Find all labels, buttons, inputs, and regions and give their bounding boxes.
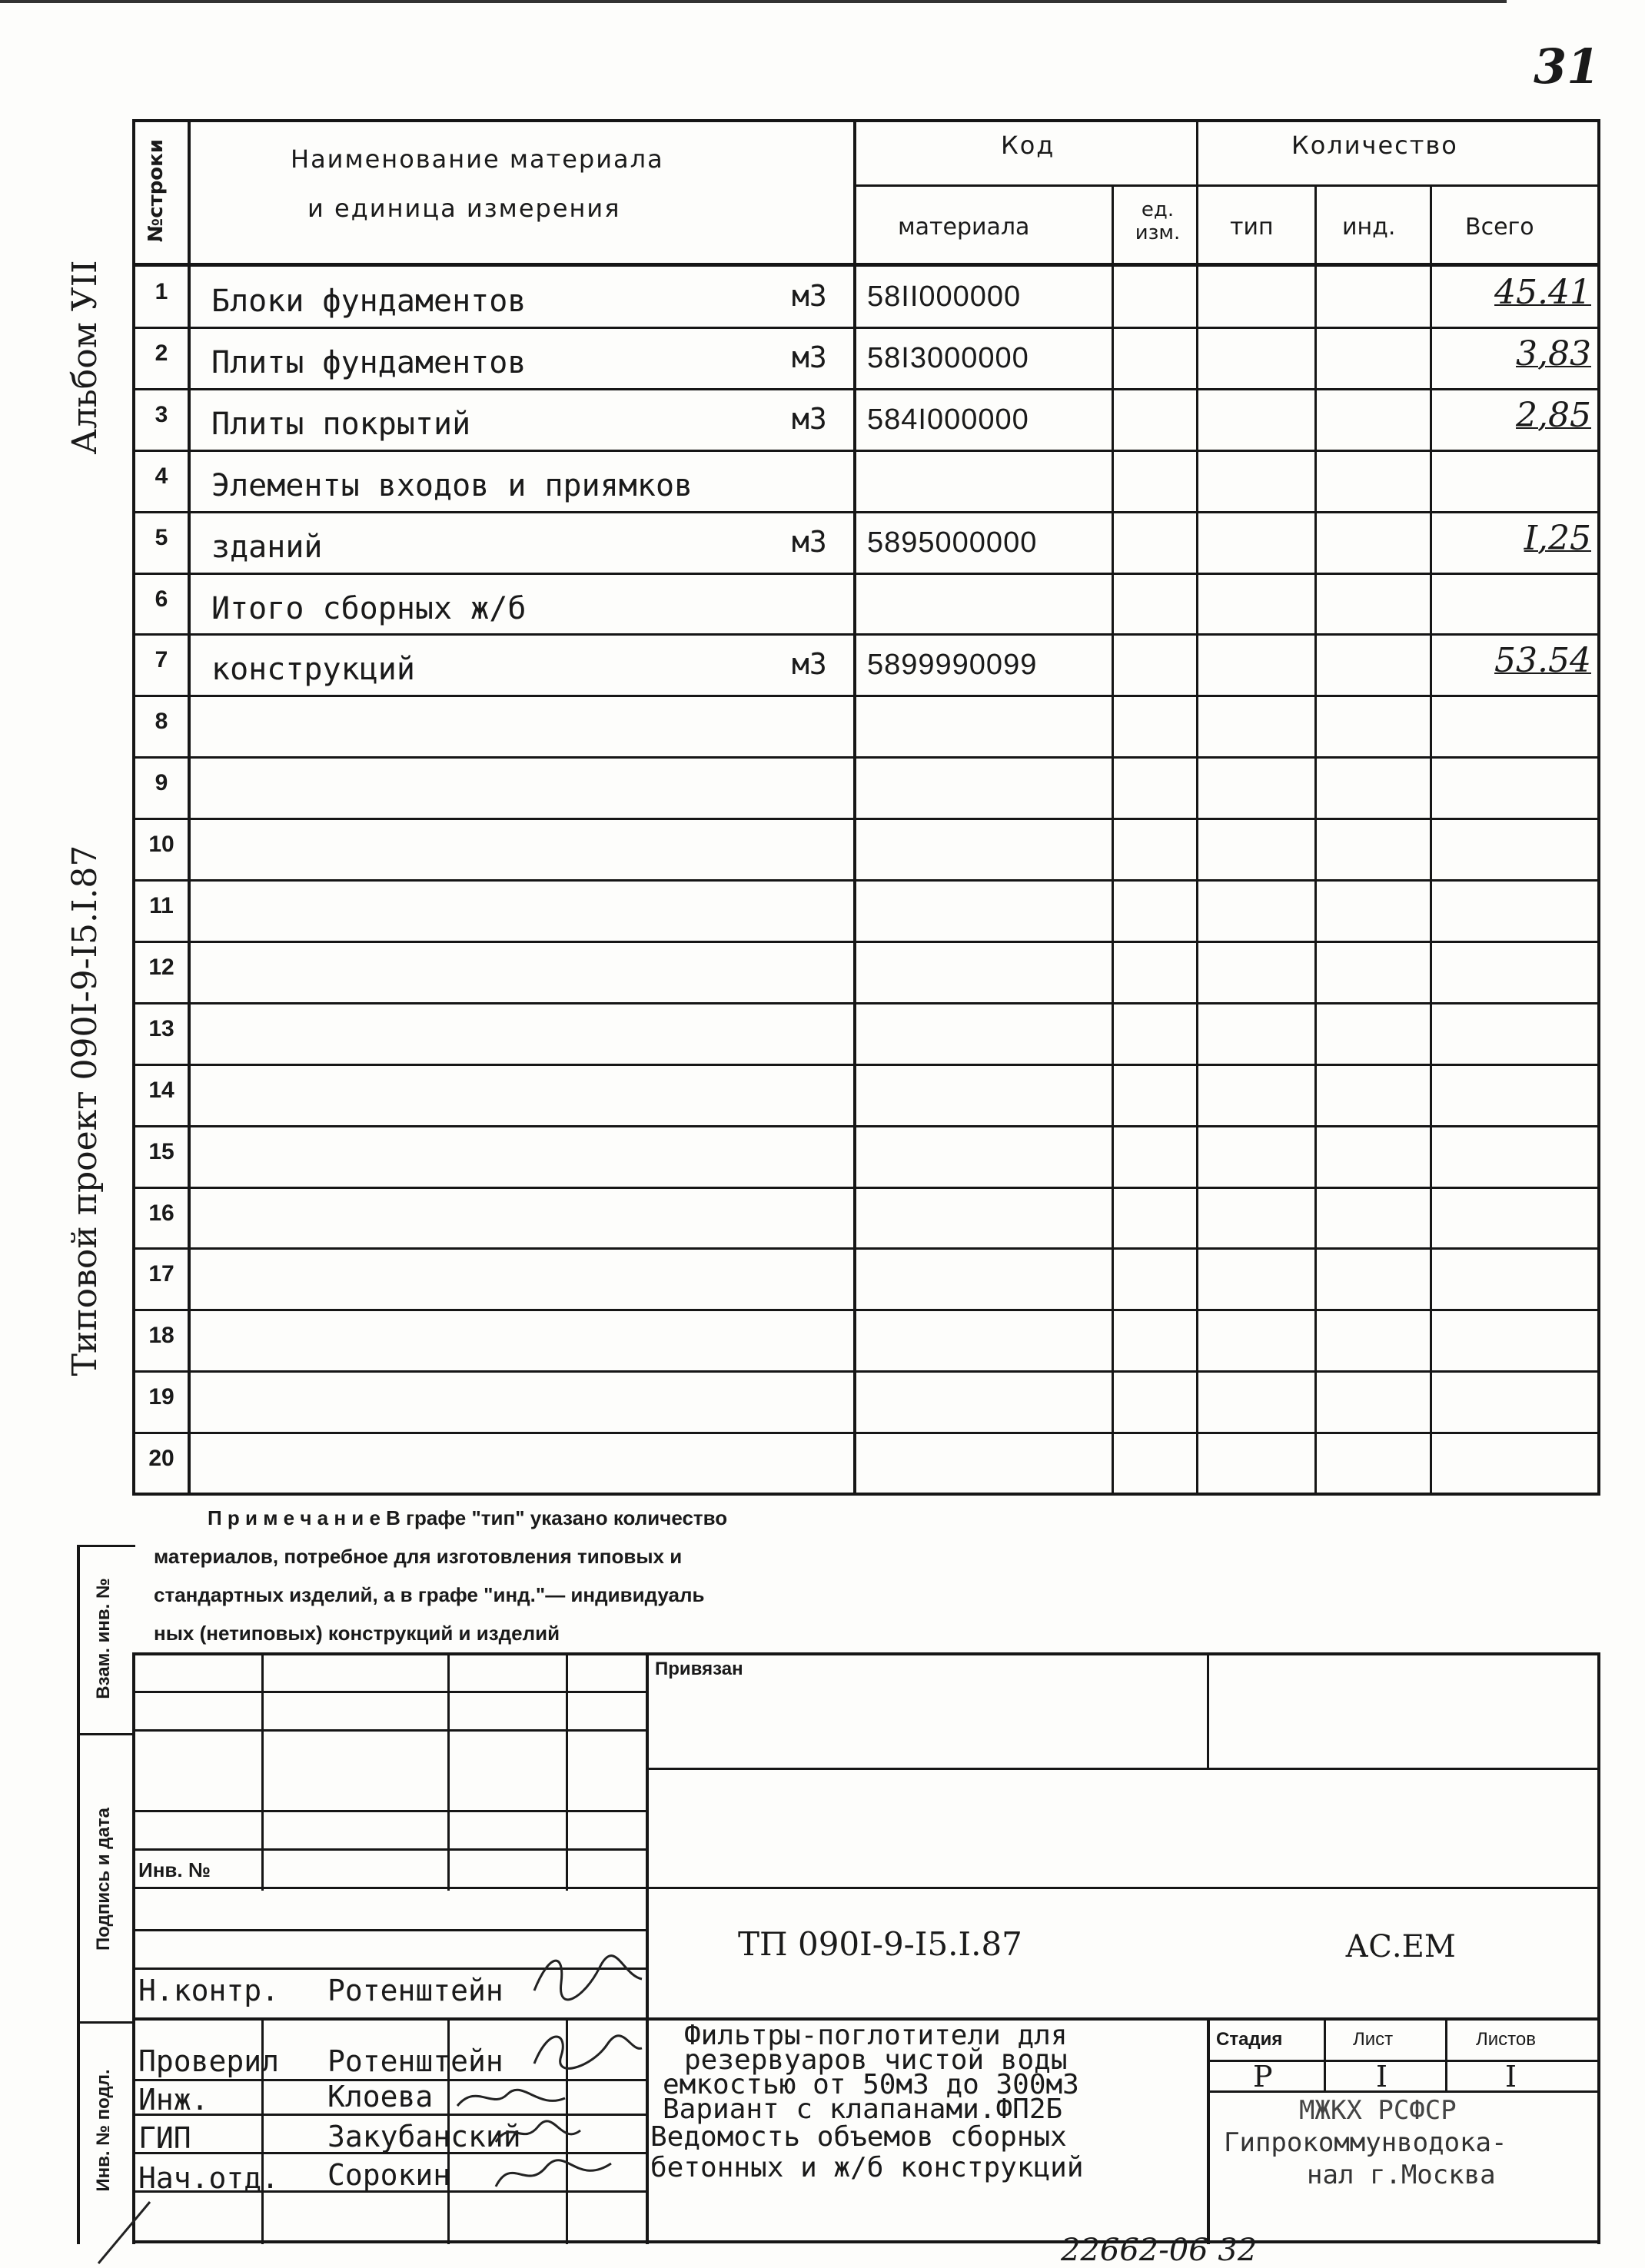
quantity-total: 3,83 (1516, 334, 1591, 374)
stamp-title-line2: резервуаров чистой воды (684, 2044, 1068, 2076)
signature-icon (492, 2156, 615, 2194)
material-code: 58II000000 (867, 281, 1022, 313)
row-number: 19 (148, 1384, 174, 1410)
stamp-stage-label: Стадия (1216, 2029, 1283, 2050)
material-code: 58I3000000 (867, 342, 1029, 374)
stamp-org-line2: Гипрокоммунводока- (1224, 2127, 1507, 2158)
row-divider (132, 388, 1600, 390)
stamp-sheets-label: Листов (1476, 2029, 1536, 2050)
row-divider (132, 1370, 1600, 1373)
quantity-total: 53.54 (1494, 641, 1591, 680)
material-code: 5899990099 (867, 649, 1038, 681)
material-code: 584I000000 (867, 403, 1029, 436)
note-line-3: стандартных изделий, а в графе "инд."— индивидуаль (154, 1583, 705, 1606)
header-row-number: №строки (145, 138, 168, 243)
stamp-person-name: Ротенштейн (327, 1974, 503, 2007)
row-number: 6 (155, 586, 168, 612)
header-qty-ind: инд. (1342, 214, 1396, 241)
row-number: 7 (155, 647, 168, 672)
stamp-person-name: Сорокин (327, 2158, 451, 2192)
material-name: зданий (211, 530, 323, 565)
note-line-2: материалов, потребное для изготовления типовых и (154, 1545, 683, 1568)
material-unit: м3 (792, 340, 827, 374)
row-divider (132, 756, 1600, 759)
stamp-title-line4: Вариант с клапанами.ФП2Б (663, 2094, 1063, 2125)
stamp-org-line3: нал г.Москва (1307, 2160, 1496, 2190)
top-rule (0, 0, 1507, 3)
row-divider (132, 695, 1600, 697)
stamp-title-line6: бетонных и ж/б конструкций (650, 2152, 1084, 2183)
row-divider (132, 818, 1600, 820)
stamp-person-role: ГИП (138, 2121, 191, 2155)
material-name: Плиты фундаментов (211, 345, 527, 380)
row-divider (132, 1187, 1600, 1189)
signature-icon (530, 2021, 646, 2075)
material-name: Итого сборных ж/б (211, 591, 527, 626)
row-divider (132, 1432, 1600, 1434)
row-number: 12 (148, 955, 174, 980)
stamp-org-line1: МЖКХ РСФСР (1299, 2095, 1457, 2126)
material-name: Элементы входов и приямков (211, 468, 693, 503)
row-number: 8 (155, 709, 168, 734)
row-number: 2 (155, 340, 168, 366)
page-number: 31 (1534, 38, 1600, 95)
header-quantity: Количество (1291, 131, 1458, 160)
note-line-4: ных (нетиповых) конструкций и изделий (154, 1622, 560, 1645)
row-divider (132, 1002, 1600, 1004)
row-number: 17 (148, 1261, 174, 1287)
stamp-doc-code: ТП 090I-9-I5.I.87 (738, 1925, 1022, 1963)
material-unit: м3 (792, 402, 827, 436)
material-unit: м3 (792, 279, 827, 313)
row-number: 3 (155, 402, 168, 427)
header-code-unit: ед. изм. (1135, 198, 1181, 244)
row-divider (132, 941, 1600, 943)
header-qty-total: Всего (1465, 214, 1534, 241)
stamp-person-role: Инж. (138, 2083, 209, 2117)
row-divider (132, 633, 1600, 636)
header-name-line2: и единица измерения (307, 194, 621, 223)
stamp-sheet-label: Лист (1353, 2029, 1394, 2050)
row-number: 14 (148, 1078, 174, 1103)
row-number: 1 (155, 279, 168, 304)
stamp-inv-podl: Инв. № подл. (93, 2069, 114, 2192)
row-number: 10 (148, 832, 174, 857)
row-number: 11 (149, 893, 174, 918)
stamp-person-name: Ротенштейн (327, 2044, 503, 2078)
side-label-project: Типовой проект 090I-9-I5.I.87 (65, 845, 105, 1376)
material-unit: м3 (792, 525, 827, 559)
row-divider (132, 450, 1600, 452)
note-line-1: П р и м е ч а н и е В графе "тип" указано количество (208, 1506, 728, 1529)
material-name: конструкций (211, 652, 415, 687)
stamp-inv-no: Инв. № (138, 1858, 211, 1881)
row-number: 9 (155, 770, 168, 795)
side-label-album: Альбом УII (65, 260, 105, 455)
stamp-title-line1: Фильтры-поглотители для (684, 2020, 1068, 2051)
stamp-person-name: Клоева (327, 2080, 434, 2114)
material-name: Плиты покрытий (211, 407, 471, 442)
row-divider (132, 1309, 1600, 1311)
header-code: Код (1001, 131, 1055, 160)
material-name: Блоки фундаментов (211, 284, 527, 319)
material-unit: м3 (792, 647, 827, 681)
stamp-podpis: Подпись и дата (93, 1808, 114, 1951)
stamp-title-line5: Ведомость объемов сборных (650, 2121, 1067, 2153)
stamp-sheet: I (1376, 2060, 1388, 2094)
row-divider (132, 327, 1600, 329)
row-divider (132, 1125, 1600, 1127)
header-name-line1: Наименование материала (291, 144, 664, 174)
row-divider (132, 573, 1600, 575)
header-qty-type: тип (1230, 214, 1274, 241)
row-number: 5 (155, 525, 168, 550)
row-number: 13 (148, 1016, 174, 1041)
row-divider (132, 1247, 1600, 1250)
stamp-person-role: Проверил (138, 2044, 280, 2078)
signature-icon (492, 2115, 584, 2153)
signature-icon (530, 1944, 646, 2006)
header-code-material: материала (898, 214, 1030, 241)
row-number: 18 (148, 1323, 174, 1348)
row-divider (132, 511, 1600, 513)
stamp-mark: АС.ЕМ (1345, 1929, 1456, 1964)
quantity-total: 45.41 (1494, 273, 1591, 312)
row-number: 4 (155, 463, 168, 489)
stamp-person-role: Н.контр. (138, 1974, 280, 2007)
stamp-vzam: Взам. инв. № (93, 1578, 114, 1699)
quantity-total: 2,85 (1516, 396, 1591, 435)
material-code: 5895000000 (867, 526, 1038, 559)
signature-icon (454, 2079, 569, 2117)
row-divider (132, 1064, 1600, 1066)
row-number: 15 (148, 1139, 174, 1164)
stamp-privyazan: Привязан (655, 1659, 743, 1679)
footer-number: 22662-06 32 (1061, 2233, 1258, 2268)
stamp-sheets: I (1505, 2060, 1517, 2094)
quantity-total: I,25 (1524, 519, 1591, 558)
diagonal-stroke-icon (92, 2198, 154, 2267)
stamp-title-line3: емкостью от 50м3 до 300м3 (663, 2069, 1079, 2100)
row-number: 16 (148, 1200, 174, 1226)
row-divider (132, 879, 1600, 882)
stamp-person-role: Нач.отд. (138, 2161, 280, 2195)
stamp-stage: Р (1253, 2060, 1273, 2094)
row-number: 20 (148, 1446, 174, 1471)
stamp-person-name: Закубанский (327, 2120, 521, 2153)
